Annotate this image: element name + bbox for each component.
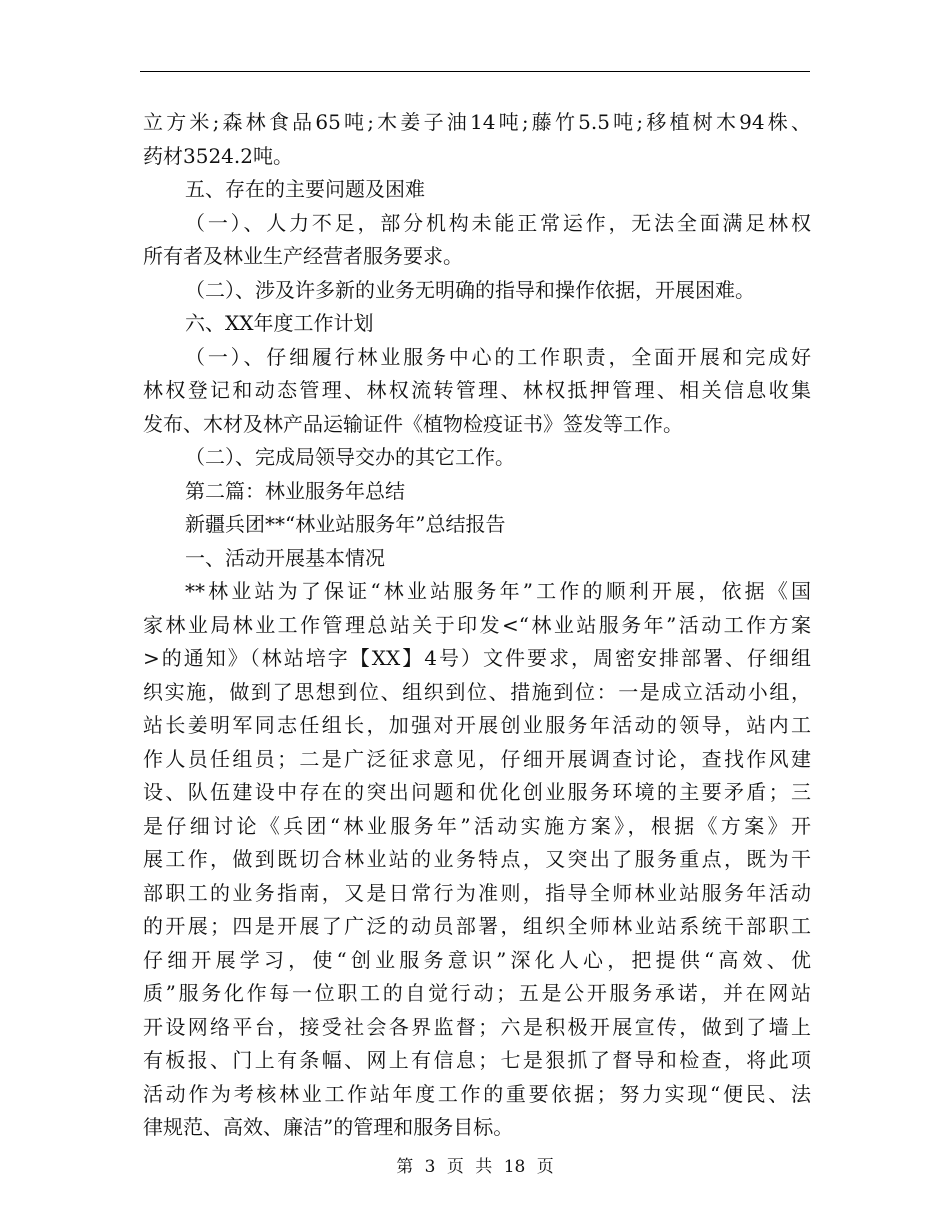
body-line: >的通知》（林站培字【XX】4号）文件要求，周密安排部署、仔细组 bbox=[143, 646, 811, 670]
body-line: 立方米;森林食品65吨;木姜子油14吨;藤竹5.5吨;移植树木94株、 bbox=[143, 110, 811, 134]
page-number: 3 bbox=[424, 1157, 436, 1177]
chapter-heading: 第二篇：林业服务年总结 bbox=[185, 478, 405, 503]
body-line: （二）、涉及许多新的业务无明确的指导和操作依据，开展困难。 bbox=[185, 277, 755, 302]
body-line: 设、队伍建设中存在的突出问题和优化创业服务环境的主要矛盾；三 bbox=[143, 780, 811, 804]
body-line: 发布、木材及林产品运输证件《植物检疫证书》签发等工作。 bbox=[143, 411, 683, 436]
body-line: 的开展；四是开展了广泛的动员部署，组织全师林业站系统干部职工 bbox=[143, 914, 811, 938]
body-line: 林权登记和动态管理、林权流转管理、林权抵押管理、相关信息收集 bbox=[143, 378, 811, 402]
body-line: 织实施，做到了思想到位、组织到位、措施到位：一是成立活动小组， bbox=[143, 679, 811, 704]
body-line: （一）、人力不足，部分机构未能正常运作，无法全面满足林权 bbox=[185, 210, 811, 235]
body-line: 仔细开展学习，使“创业服务意识”深化人心，把提供“高效、优 bbox=[143, 947, 811, 972]
document-body bbox=[143, 106, 811, 1145]
section-heading: 一、活动开展基本情况 bbox=[185, 545, 385, 570]
body-line: 有板报、门上有条幅、网上有信息；七是狠抓了督导和检查，将此项 bbox=[143, 1048, 811, 1072]
body-line: 家林业局林业工作管理总站关于印发<“林业站服务年”活动工作方案 bbox=[143, 612, 811, 637]
body-line: 药材3524.2吨。 bbox=[143, 143, 293, 168]
body-line: 质”服务化作每一位职工的自觉行动；五是公开服务承诺，并在网站 bbox=[143, 981, 811, 1005]
header-rule bbox=[140, 71, 810, 72]
total-word: 共 bbox=[475, 1157, 493, 1177]
body-line: 律规范、高效、廉洁”的管理和服务目标。 bbox=[143, 1115, 514, 1139]
body-line: （二）、完成局领导交办的其它工作。 bbox=[185, 445, 515, 469]
body-line: 展工作，做到既切合林业站的业务特点，又突出了服务重点，既为干 bbox=[143, 847, 811, 871]
body-line: （一）、仔细履行林业服务中心的工作职责，全面开展和完成好 bbox=[185, 344, 811, 369]
section-heading: 六、XX年度工作计划 bbox=[185, 311, 374, 335]
page-word: 第 bbox=[396, 1157, 414, 1177]
body-line: 所有者及林业生产经营者服务要求。 bbox=[143, 244, 463, 268]
body-line: 作人员任组员；二是广泛征求意见，仔细开展调查讨论，查找作风建 bbox=[143, 746, 811, 771]
total-pages: 18 bbox=[503, 1157, 526, 1177]
body-line: 开设网络平台，接受社会各界监督；六是积极开展宣传，做到了墙上 bbox=[143, 1014, 811, 1039]
total-unit: 页 bbox=[536, 1157, 554, 1177]
body-line: **林业站为了保证“林业站服务年”工作的顺利开展，依据《国 bbox=[185, 579, 811, 603]
body-line: 站长姜明军同志任组长，加强对开展创业服务年活动的领导，站内工 bbox=[143, 713, 811, 737]
page-footer bbox=[0, 1152, 950, 1177]
section-heading: 五、存在的主要问题及困难 bbox=[185, 177, 425, 201]
report-title: 新疆兵团**“林业站服务年”总结报告 bbox=[185, 512, 506, 536]
page-unit: 页 bbox=[446, 1157, 464, 1177]
body-line: 部职工的业务指南，又是日常行为准则，指导全师林业站服务年活动 bbox=[143, 880, 811, 905]
body-line: 是仔细讨论《兵团“林业服务年”活动实施方案》，根据《方案》开 bbox=[143, 813, 811, 838]
body-line: 活动作为考核林业工作站年度工作的重要依据；努力实现“便民、法 bbox=[143, 1081, 811, 1106]
